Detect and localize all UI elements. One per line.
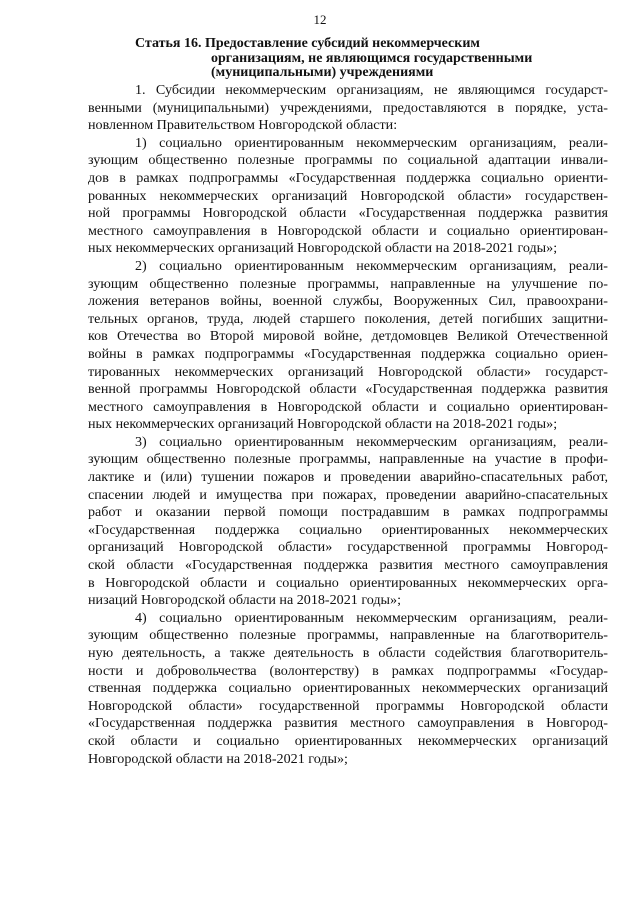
paragraph-line: местного самоуправления в Новгородской области и социально ориентирован- [88, 222, 608, 239]
paragraph-line: 3) социально ориентированным некоммерческим организациям, реали- [135, 433, 608, 450]
paragraph-line: новленном Правительством Новгородской области: [88, 117, 398, 134]
paragraph-line: Новгородской области» государственной программы Новгородской области [88, 697, 608, 714]
paragraph [88, 434, 608, 610]
paragraph-line: ных некоммерческих организаций Новгородской области на 2018-2021 годы»; [88, 416, 558, 433]
paragraph-line: «Государственная поддержка социально ориентированных некоммерческих [88, 521, 608, 538]
paragraph-line: дов в рамках подпрограммы «Государственная поддержка социально ориенти- [88, 169, 608, 186]
paragraph-line: венной программы Новгородской области «Государственная поддержка развития [88, 381, 608, 398]
paragraph-line: тированных некоммерческих организаций Новгородской области» государст- [88, 363, 608, 380]
article-heading-line: (муниципальными) учреждениями [211, 65, 434, 80]
paragraph-line: 2) социально ориентированным некоммерческим организациям, реали- [135, 257, 608, 274]
page-number: 12 [313, 12, 327, 27]
paragraph [88, 82, 608, 135]
paragraph-line: 1. Субсидии некоммерческим организациям, не являющимся государст- [135, 82, 608, 98]
paragraph-line: ков Отечества во Второй мировой войне, детдомовцев Великой Отечественной [88, 328, 608, 345]
paragraph-line: ной программы Новгородской области «Государственная поддержка развития [88, 205, 608, 222]
document-body [88, 82, 608, 768]
paragraph-line: зующим общественно полезные программы, направленные на улучшение по- [88, 275, 608, 292]
article-heading [135, 37, 575, 81]
article-heading-line: организациям, не являющимся государственными [211, 50, 533, 66]
paragraph-line: работ и оказании первой помощи пострадавшим в рамках подпрограммы [88, 504, 608, 521]
paragraph-line: местного самоуправления в Новгородской области и социально ориентирован- [88, 398, 608, 415]
paragraph-line: зующим общественно полезные программы, направленные на благотворитель- [88, 627, 608, 644]
paragraph-line: рованных некоммерческих организаций Новгородской области» государствен- [88, 187, 608, 204]
paragraph-line: ской области «Государственная поддержка развития местного самоуправления [88, 557, 608, 574]
paragraph-line: «Государственная поддержка развития местного самоуправления в Новгород- [88, 715, 608, 732]
article-heading-line: Статья 16. Предоставление субсидий некоммерческим [135, 36, 480, 51]
paragraph-line: Новгородской области на 2018-2021 годы»; [88, 750, 348, 767]
paragraph-line: лактике и (или) тушении пожаров и проведении аварийно-спасательных работ, [88, 469, 608, 486]
paragraph-line: тельных органов, труда, людей старшего поколения, детей погибших защитни- [88, 310, 608, 327]
paragraph [88, 610, 608, 768]
paragraph [88, 135, 608, 258]
paragraph-line: 4) социально ориентированным некоммерческим организациям, реали- [135, 609, 608, 626]
paragraph-line: организаций Новгородской области» государственной программы Новгород- [88, 539, 608, 556]
paragraph-line: 1) социально ориентированным некоммерческим организациям, реали- [135, 134, 608, 151]
paragraph-line: в Новгородской области и социально ориентированных некоммерческих орга- [88, 574, 608, 591]
paragraph-line: ской области и социально ориентированных некоммерческих организаций [88, 732, 608, 749]
paragraph-line: ложения ветеранов войны, военной службы, Вооруженных Сил, правоохрани- [88, 293, 608, 310]
paragraph-line: ную деятельность, а также деятельность в области содействия благотворитель- [88, 645, 608, 661]
paragraph-line: зующим общественно полезные программы по социальной адаптации инвали- [88, 152, 608, 169]
paragraph-line: зующим общественно полезные программы, направленные на участие в профи- [88, 451, 608, 468]
paragraph-line: ных некоммерческих организаций Новгородской области на 2018-2021 годы»; [88, 240, 558, 257]
paragraph-line: ственная поддержка социально ориентированных некоммерческих организаций [88, 680, 608, 697]
paragraph-line: спасении людей и имущества при пожарах, проведении аварийно-спасательных [88, 486, 608, 503]
paragraph [88, 258, 608, 434]
paragraph-line: венными (муниципальными) учреждениями, предоставляются в порядке, уста- [88, 99, 608, 116]
paragraph-line: низаций Новгородской области на 2018-2021 годы»; [88, 592, 401, 609]
paragraph-line: войны в рамках подпрограммы «Государственная поддержка социально ориен- [88, 345, 608, 362]
paragraph-line: ности и добровольчества (волонтерству) в рамках подпрограммы «Государ- [88, 662, 608, 679]
